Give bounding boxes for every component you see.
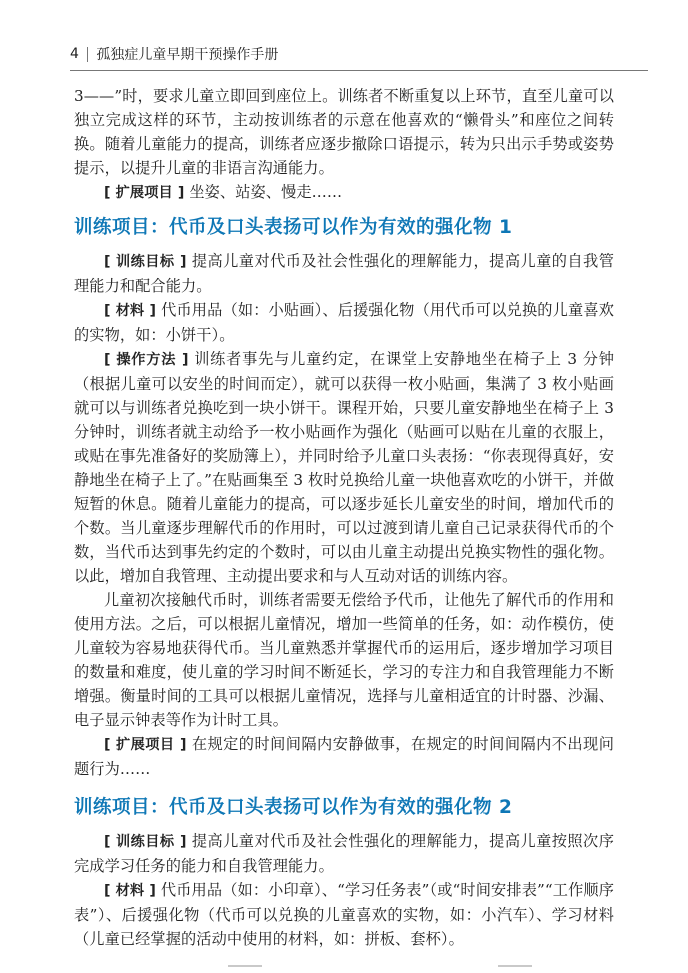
goal-paragraph-1 <box>74 249 614 298</box>
extension-paragraph-1 <box>74 732 614 781</box>
goal-label: [ 训练目标 ] <box>104 254 187 270</box>
bottom-edge-marks <box>0 965 688 969</box>
method-paragraph-1 <box>74 347 614 588</box>
method-label: [ 操作方法 ] <box>104 352 189 368</box>
material-text: 代币用品（如：小贴画）、后援强化物（用代币可以兑换的儿童喜欢的实物，如：小饼干）。 <box>74 301 614 344</box>
intro-extension <box>74 180 614 205</box>
material-paragraph-2 <box>74 878 614 951</box>
edge-mark <box>498 965 532 967</box>
section-title-2: 训练项目：代币及口头表扬可以作为有效的强化物 2 <box>74 797 513 818</box>
page-number: 4 <box>70 46 79 62</box>
header-rule <box>70 70 648 71</box>
body-paragraph-1: 儿童初次接触代币时，训练者需要无偿给予代币，让他先了解代币的作用和使用方法。之后，可以根据儿童情况，增加一些简单的任务，如：动作模仿，使儿童较为容易地获得代币。当儿童熟悉并掌握代币的运用后，逐步增加学习项目的数量和难度，使儿童的学习时间不断延长，学习的专注力和自我管理能力不断增强。衡量时间的工具可以根据儿童情况，选择与儿童相适宜的计时器、沙漏、电子显示钟表等作为计时工具。 <box>74 591 614 729</box>
edge-mark <box>228 965 262 967</box>
section-title-1: 训练项目：代币及口头表扬可以作为有效的强化物 1 <box>74 217 513 238</box>
extension-label: [ 扩展项目 ] <box>104 737 187 753</box>
extension-label: [ 扩展项目 ] <box>104 185 185 201</box>
header-divider <box>87 47 89 62</box>
material-label: [ 材料 ] <box>104 883 156 899</box>
material-paragraph-1 <box>74 298 614 347</box>
method-text: 训练者事先与儿童约定，在课堂上安静地坐在椅子上 3 分钟（根据儿童可以安坐的时间而定），就可以获得一枚小贴画，集满了 3 枚小贴画就可以与训练者兑换吃到一块小饼干。课程开始，只要儿童安静地坐在椅子上 3 分钟时，训练者就主动给予一枚小贴画作为强化（贴画可以贴在儿童的衣服上，或贴在事先准备好的奖励簿上），并同时给予儿童口头表扬：“你表现得真好，安静地坐在椅子上了。”在贴画集至 3 枚时兑换给儿童一块他喜欢吃的小饼干，并做短暂的休息。随着儿童能力的提高，可以逐步延长儿童安坐的时间，增加代币的个数。当儿童逐步理解代币的作用时，可以过渡到请儿童自己记录获得代币的个数，当代币达到事先约定的个数时，可以由儿童主动提出兑换实物性的强化物。以此，增加自我管理、主动提出要求和与人互动对话的训练内容。 <box>74 350 614 585</box>
goal-text: 提高儿童对代币及社会性强化的理解能力，提高儿童按照次序完成学习任务的能力和自我管理能力。 <box>74 832 614 875</box>
goal-paragraph-2 <box>74 829 614 878</box>
page-body <box>74 84 614 951</box>
material-label: [ 材料 ] <box>104 303 157 319</box>
goal-label: [ 训练目标 ] <box>104 834 187 850</box>
extension-text: 在规定的时间间隔内安静做事，在规定的时间间隔内不出现问题行为…… <box>74 735 614 778</box>
material-text: 代币用品（如：小印章）、“学习任务表”（或“时间安排表”“工作顺序表”）、后援强化物（代币可以兑换的儿童喜欢的实物，如：小汽车）、学习材料（儿童已经掌握的活动中使用的材料，如：拼板、套杯）。 <box>74 881 615 948</box>
intro-paragraph: 3——”时，要求儿童立即回到座位上。训练者不断重复以上环节，直至儿童可以独立完成这样的环节，主动按训练者的示意在他喜欢的“懒骨头”和座位之间转换。随着儿童能力的提高，训练者应逐步撤除口语提示，转为只出示手势或姿势提示，以提升儿童的非语言沟通能力。 <box>74 87 614 177</box>
goal-text: 提高儿童对代币及社会性强化的理解能力，提高儿童的自我管理能力和配合能力。 <box>74 252 614 295</box>
running-header <box>70 40 648 68</box>
book-title: 孤独症儿童早期干预操作手册 <box>96 47 279 63</box>
extension-text: 坐姿、站姿、慢走…… <box>189 183 343 201</box>
